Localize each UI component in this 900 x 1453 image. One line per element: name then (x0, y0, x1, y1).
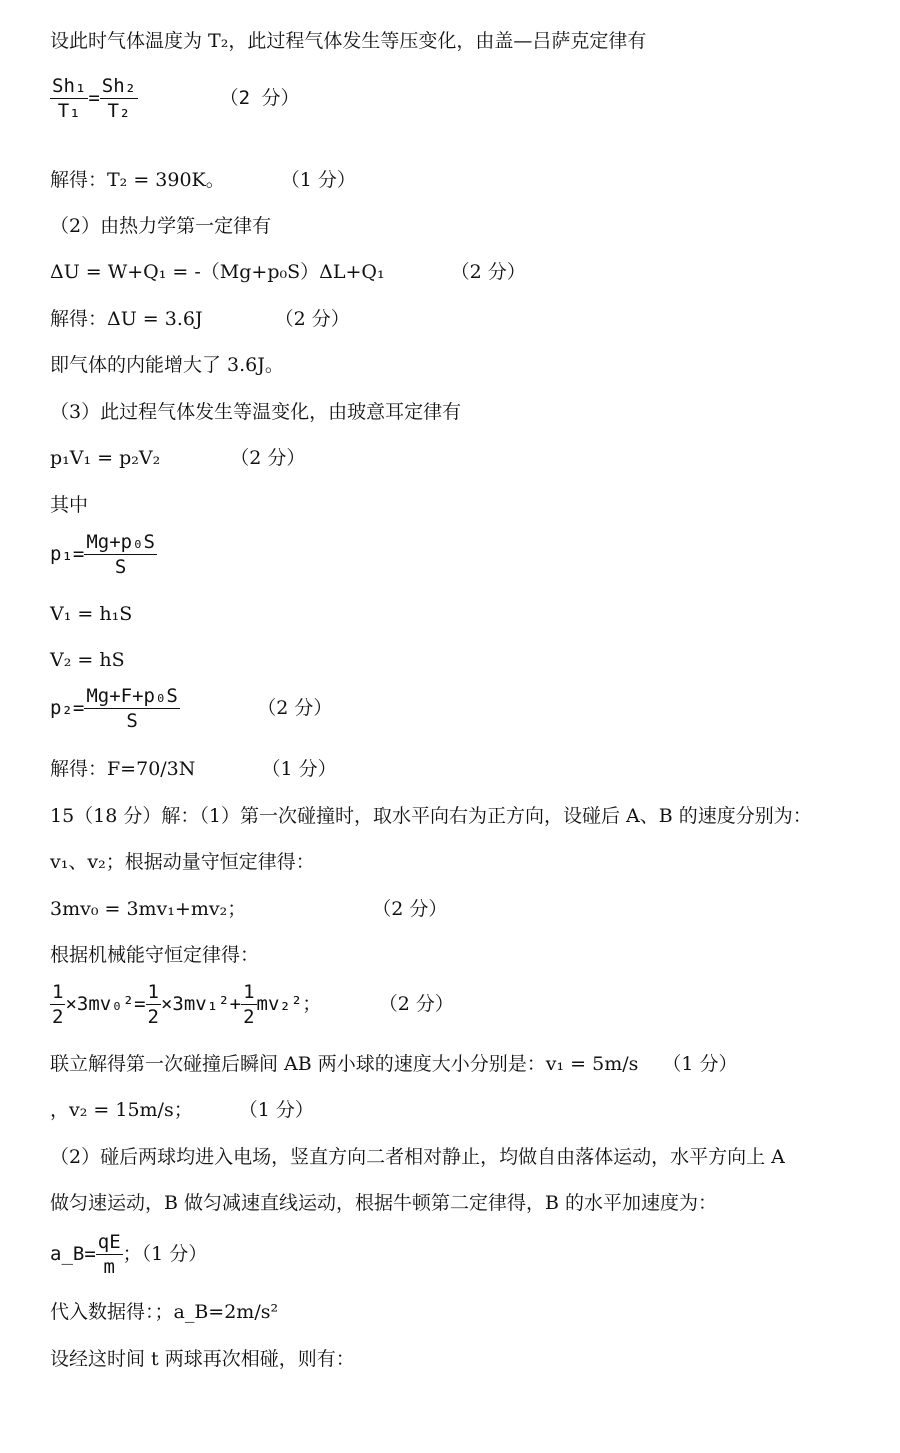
score-label: （2 分） (230, 447, 306, 469)
score-label: （2 分） (257, 697, 333, 719)
score-label: （1 分） (261, 758, 337, 780)
score-label: （2 分） (372, 898, 448, 920)
text-line: p₁V₁ = p₂V₂ （2 分） (50, 447, 306, 469)
score-label: （1 分） (238, 1099, 314, 1121)
text-line: v₁、v₂；根据动量守恒定律得： (50, 851, 315, 873)
text-line: V₂ = hS (50, 649, 125, 671)
text-line: 15（18 分）解：（1）第一次碰撞时，取水平向右为正方向，设碰后 A、B 的速度分别为： (50, 805, 812, 827)
text-line: （3）此过程气体发生等温变化，由玻意耳定律有 (50, 401, 462, 423)
equation-p2: p₂= $\frac{\text{Mg+F+p₀S}}{S}$ （2 分） (50, 685, 333, 732)
text-line: ΔU = W+Q₁ = -（Mg+p₀S）ΔL+Q₁ （2 分） (50, 261, 526, 283)
score-label: （2 分） (378, 993, 454, 1015)
equation-p1: p₁= $\frac{\text{Mg+p₀S}}{S}$ (50, 531, 155, 578)
text-line: 根据机械能守恒定律得： (50, 944, 260, 966)
score-label: （1 分） (280, 169, 356, 191)
text-line: 做匀速运动，B 做匀减速直线运动，根据牛顿第二定律得，B 的水平加速度为： (50, 1192, 718, 1214)
text-line: V₁ = h₁S (50, 603, 133, 625)
text-line: 其中 (50, 494, 89, 516)
text-line: （2）由热力学第一定律有 (50, 215, 272, 237)
equation-energy: $\frac{1}{2}$ ×3mv₀²= $\frac{1}{2}$ ×3mv₁²+ $\frac{1}{2}$ mv₂²； （2 分） (52, 981, 454, 1028)
text-line: 代入数据得：；a_B=2m/s² (50, 1301, 279, 1323)
text-line: 联立解得第一次碰撞后瞬间 AB 两小球的速度大小分别是：v₁ = 5m/s （1 分） (50, 1053, 738, 1075)
equation-gay-lussac: $\frac{\text{Sh₁}}{\text{T₁}}$ = $\frac{\text{Sh₂}}{\text{T₂}}$ （2 分） (52, 75, 300, 122)
text-line: 3mv₀ = 3mv₁+mv₂； （2 分） (50, 898, 448, 920)
text-line: 设此时气体温度为 T₂，此过程气体发生等压变化，由盖—吕萨克定律有 (50, 30, 647, 52)
score-label: （2 分） (450, 261, 526, 283)
equation-aB: a_B= $\frac{qE}{m}$ ；（1 分） (50, 1231, 208, 1278)
text-line: 解得：T₂ = 390K。 （1 分） (50, 169, 356, 191)
text-line: 解得：F=70/3N （1 分） (50, 758, 337, 780)
text-line: ，v₂ = 15m/s； （1 分） (50, 1099, 314, 1121)
score-label: （1 分） (662, 1053, 738, 1075)
text-line: 设经这时间 t 两球再次相碰，则有： (50, 1348, 355, 1370)
text-line: 解得：ΔU = 3.6J （2 分） (50, 308, 350, 330)
score-label: （2 分） (219, 87, 300, 109)
text-line: （2）碰后两球均进入电场，竖直方向二者相对静止，均做自由落体运动，水平方向上 A (50, 1146, 785, 1168)
text-line: 即气体的内能增大了 3.6J。 (50, 354, 284, 376)
score-label: （2 分） (274, 308, 350, 330)
